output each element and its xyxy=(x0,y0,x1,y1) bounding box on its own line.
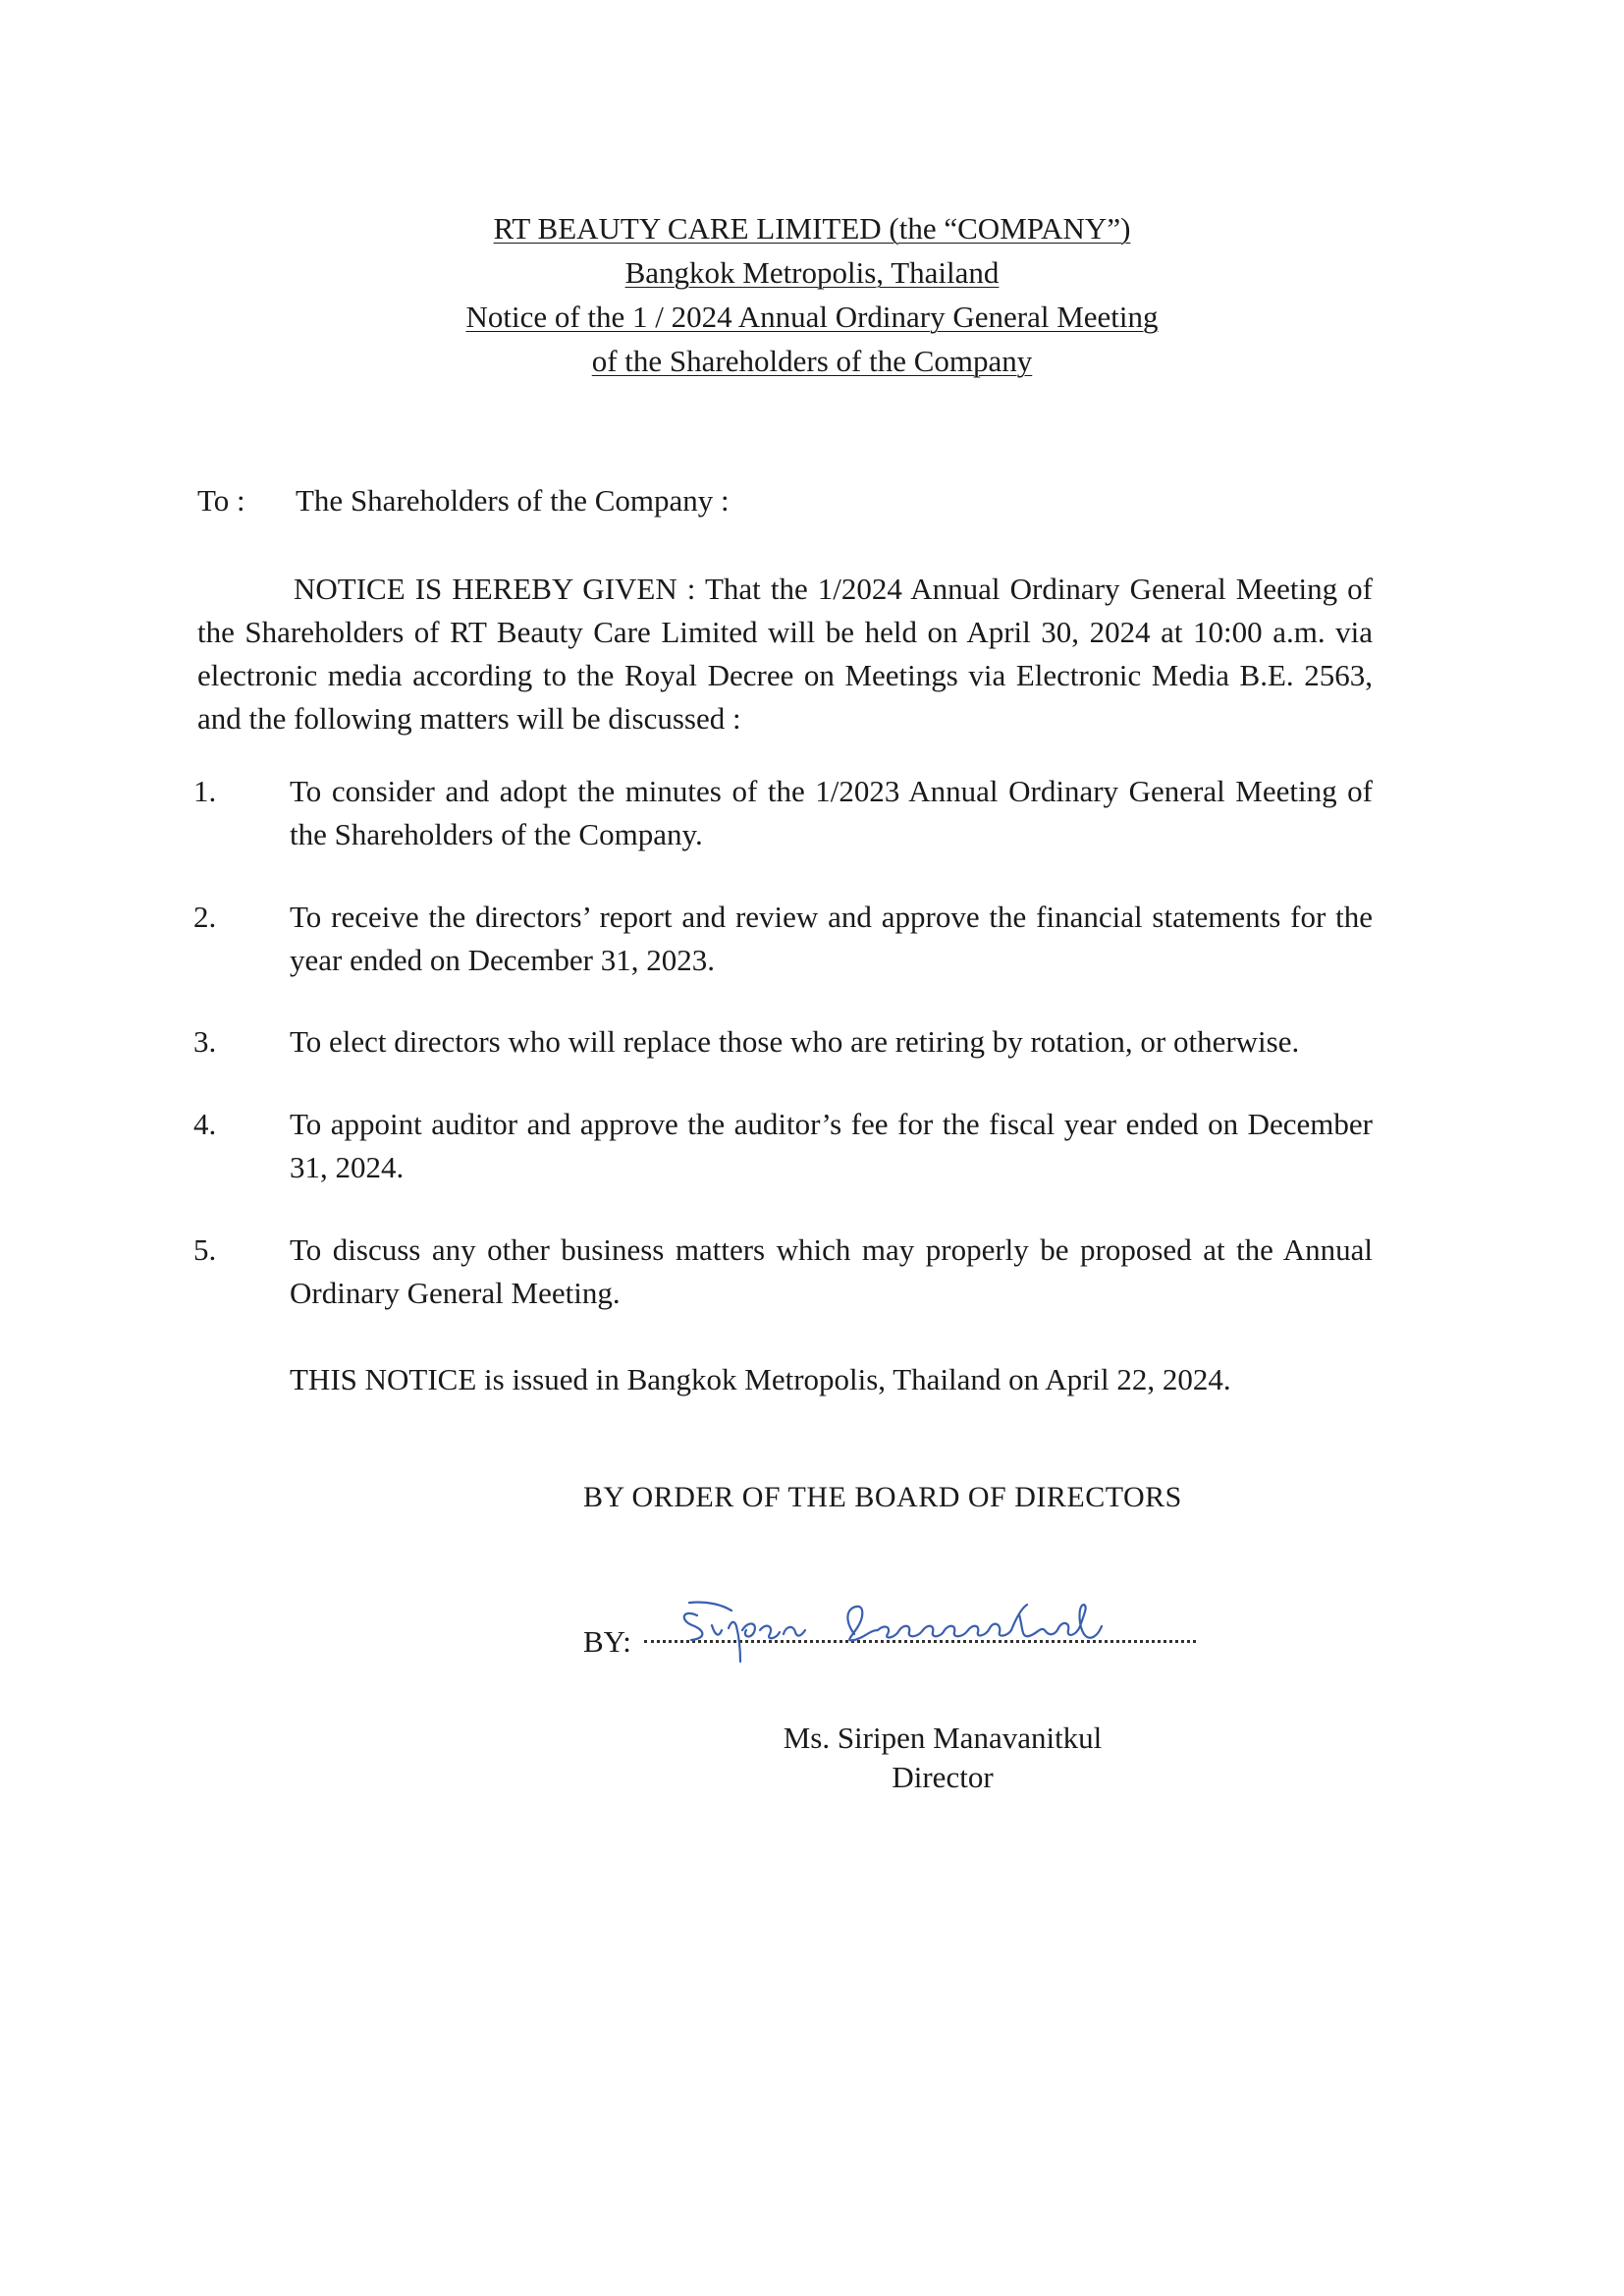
agenda-item-number: 3. xyxy=(193,1024,217,1059)
signer-block xyxy=(687,1719,1198,1797)
agenda-list xyxy=(193,770,1373,1354)
agenda-item xyxy=(193,896,1373,982)
agenda-item-text: To receive the directors’ report and review and approve the financial statements for the year ended on December 31, 2023. xyxy=(290,900,1373,977)
to-label: To : xyxy=(197,483,245,518)
intro-paragraph: NOTICE IS HEREBY GIVEN : That the 1/2024 Annual Ordinary General Meeting of the Shareholders of RT Beauty Care Limited will be held on April 30, 2024 at 10:00 a.m. via electronic media according to the Royal Decree on Meetings via Electronic Media B.E. 2563, and the following matters will be discussed : xyxy=(197,572,1373,736)
issued-statement: THIS NOTICE is issued in Bangkok Metropolis, Thailand on April 22, 2024. xyxy=(290,1362,1231,1396)
agenda-item-number: 2. xyxy=(193,900,217,934)
agenda-item-text: To appoint auditor and approve the auditor’s fee for the fiscal year ended on December 31, 2024. xyxy=(290,1107,1373,1184)
agenda-item-number: 5. xyxy=(193,1232,217,1267)
board-order-line: BY ORDER OF THE BOARD OF DIRECTORS xyxy=(583,1481,1182,1513)
agenda-item-number: 1. xyxy=(193,774,217,808)
handwritten-signature xyxy=(677,1591,1188,1679)
company-name: RT BEAUTY CARE LIMITED (the “COMPANY”) xyxy=(493,211,1131,246)
company-location: Bangkok Metropolis, Thailand xyxy=(624,255,1000,290)
agenda-item-text: To elect directors who will replace those who are retiring by rotation, or otherwise. xyxy=(290,1024,1300,1059)
addressee: The Shareholders of the Company : xyxy=(296,483,730,518)
agenda-item-number: 4. xyxy=(193,1107,217,1141)
notice-title: Notice of the 1 / 2024 Annual Ordinary General Meeting xyxy=(465,300,1159,334)
document-header xyxy=(0,206,1624,383)
agenda-item xyxy=(193,770,1373,856)
agenda-item xyxy=(193,1103,1373,1189)
signer-title: Director xyxy=(892,1760,994,1794)
addressee-line xyxy=(197,483,730,519)
signer-name: Ms. Siripen Manavanitkul xyxy=(783,1721,1103,1755)
agenda-item-text: To discuss any other business matters which may properly be proposed at the Annual Ordinary General Meeting. xyxy=(290,1232,1373,1310)
notice-subtitle: of the Shareholders of the Company xyxy=(591,344,1033,378)
by-label: BY: xyxy=(583,1624,631,1659)
agenda-item xyxy=(193,1229,1373,1315)
agenda-item xyxy=(193,1020,1373,1064)
agenda-item-text: To consider and adopt the minutes of the 1/2023 Annual Ordinary General Meeting of the Shareholders of the Company. xyxy=(290,774,1373,851)
